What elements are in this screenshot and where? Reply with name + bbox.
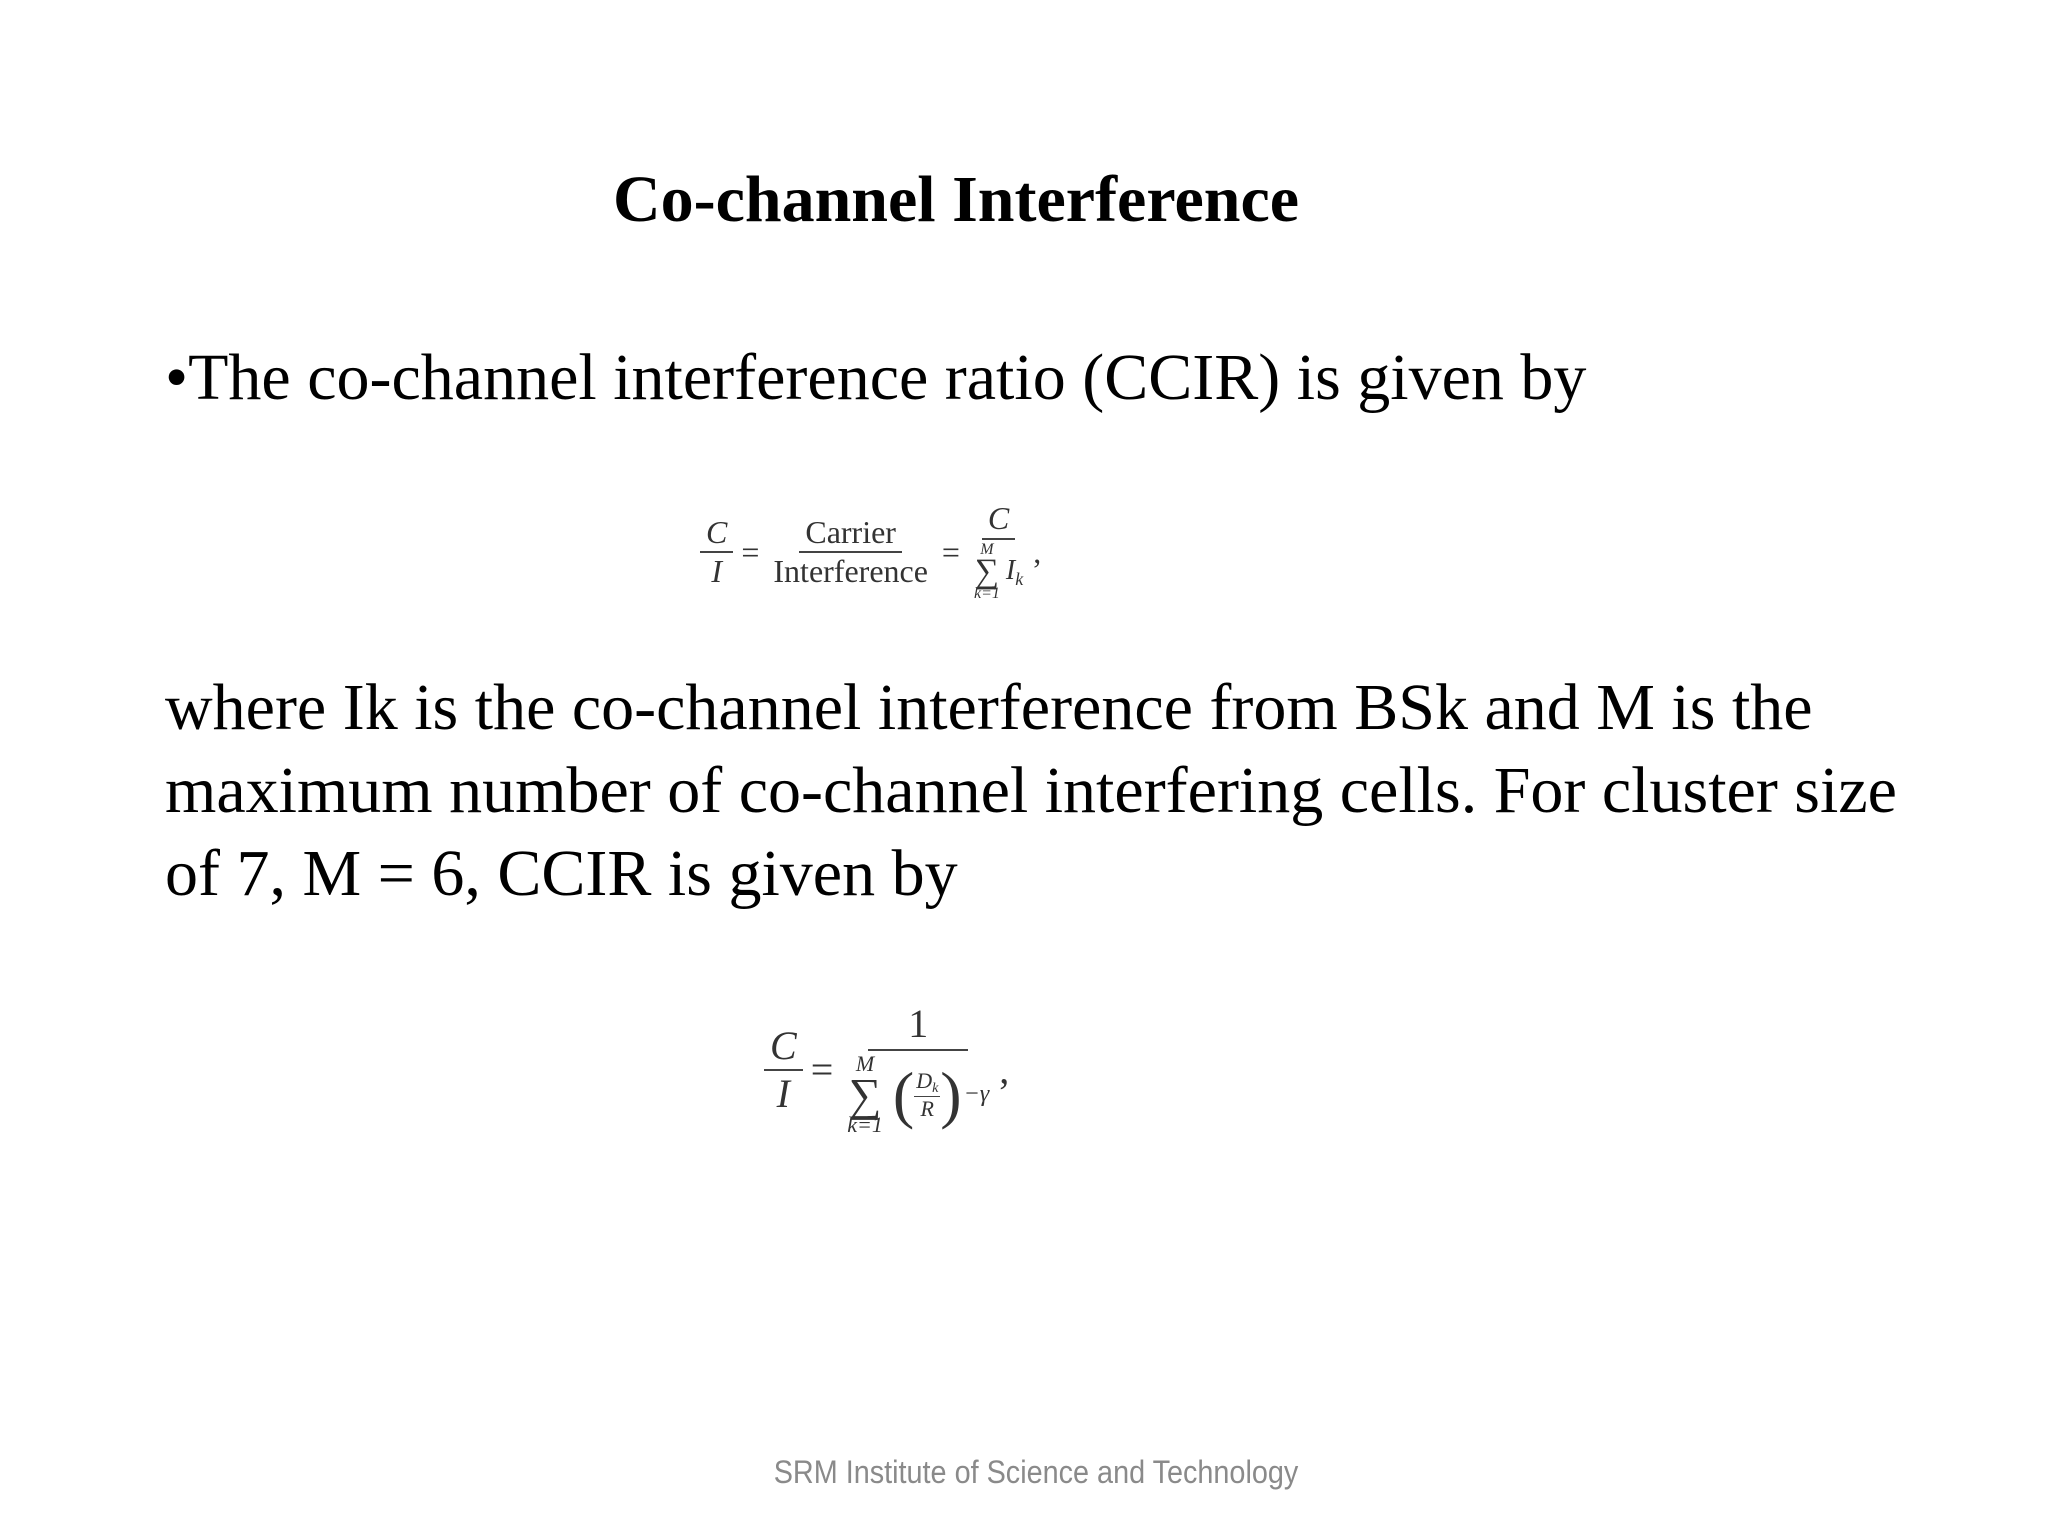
slide-title: Co-channel Interference — [612, 163, 1300, 236]
ik-term — [1006, 556, 1023, 589]
ci-denominator: I — [711, 553, 722, 590]
summation — [847, 1053, 883, 1136]
equals-sign: = — [810, 1047, 834, 1093]
one-numerator: 1 — [868, 1003, 968, 1051]
close-paren: ) — [940, 1058, 962, 1130]
dk-subscript: k — [932, 1080, 939, 1096]
dk-over-r-fraction — [914, 1069, 940, 1121]
sigma-symbol: ∑ — [974, 552, 1000, 590]
ci-fraction — [700, 513, 733, 590]
sum-lower-limit: k=1 — [847, 1112, 883, 1138]
sum-upper-limit: M — [980, 540, 994, 558]
dk-base: D — [916, 1067, 933, 1093]
ci-numerator: C — [700, 516, 733, 554]
c-over-sum-fraction — [968, 502, 1029, 602]
trailing-comma: , — [1033, 533, 1042, 570]
ik-subscript: k — [1015, 568, 1024, 589]
c-numerator: C — [982, 502, 1015, 540]
equals-sign: = — [941, 533, 960, 570]
open-paren: ( — [892, 1058, 915, 1130]
dk-numerator — [914, 1069, 940, 1098]
ci-denominator: I — [776, 1070, 790, 1116]
exponent: −γ — [963, 1080, 990, 1107]
footer-institution: SRM Institute of Science and Technology — [773, 1454, 1299, 1490]
sigma-symbol: ∑ — [848, 1069, 882, 1120]
ci-numerator: C — [764, 1025, 803, 1071]
summation — [974, 542, 1000, 603]
bullet-text: •The co-channel interference ratio (CCIR) is given by — [165, 341, 1587, 414]
carrier-interference-fraction — [767, 513, 934, 590]
ci-fraction — [764, 1022, 803, 1116]
interference-label: Interference — [773, 553, 928, 590]
sum-denominator — [968, 540, 1029, 603]
equals-sign: = — [741, 533, 760, 570]
carrier-label: Carrier — [799, 516, 902, 554]
sum-denominator — [841, 1051, 995, 1136]
one-over-sum-fraction — [841, 1003, 995, 1136]
sum-upper-limit: M — [855, 1051, 875, 1076]
ccir-equation-distance — [764, 1003, 1009, 1136]
r-denominator: R — [920, 1096, 934, 1122]
sum-lower-limit: k=1 — [973, 585, 1000, 603]
ik-base: I — [1005, 554, 1016, 586]
explanation-paragraph: where Ik is the co-channel interference from BSk and M is the maximum number of co-channel interfering cells. For cluster size of 7, M = 6, CCIR is given by — [165, 671, 1897, 910]
ccir-equation-general — [700, 502, 1041, 602]
trailing-comma: , — [999, 1047, 1010, 1093]
